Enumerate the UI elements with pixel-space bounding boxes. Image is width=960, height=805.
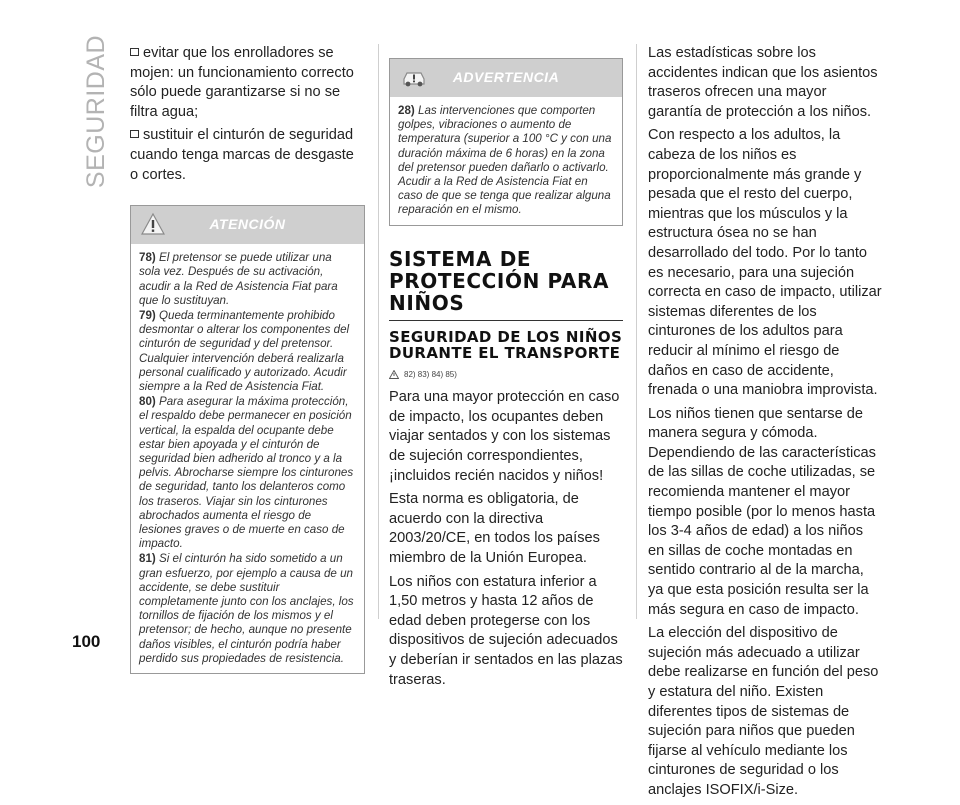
- warning-triangle-icon: [141, 212, 165, 236]
- note-item: 28) Las intervenciones que comporten golpes, vibraciones o aumento de temperatura (superior a 100 °C y con una duración máxima de 6 horas) en la zona del pretensor pueden dañarlo o activarlo. Acudir a la Red de Asistencia Fiat en caso de que se tenga que realizar alguna reparación en el mismo.: [398, 104, 612, 217]
- column-1: [130, 44, 365, 674]
- subsection-heading: SEGURIDAD DE LOS NIÑOS DURANTE EL TRANSPORTE: [389, 327, 623, 362]
- note-item: 78) El pretensor se puede utilizar una sola vez. Después de su activación, acudir a la Red de Asistencia Fiat para que lo sustituyan.: [139, 251, 338, 307]
- caution-title: ATENCIÓN: [209, 216, 286, 233]
- note-item: 80) Para asegurar la máxima protección, el respaldo debe permanecer en posición vertical, la espalda del ocupante debe estar bien apoyada y el cinturón de seguridad bien adherido al tronco y a la pelvis. Abrocharse siempre los cinturones de seguridad, tanto los delanteros como los traseros. Viajar sin los cinturones abrochados aumenta el riesgo de lesiones graves o de muerte en caso de impacto.: [139, 395, 354, 551]
- paragraph: Esta norma es obligatoria, de acuerdo con la directiva 2003/20/CE, en todos los países miembro de la Unión Europea.: [389, 491, 600, 566]
- paragraph: Para una mayor protección en caso de impacto, los ocupantes deben viajar sentados y con los sistemas de sujeción correspondientes, ¡incluidos recién nacidos y niños!: [389, 389, 620, 484]
- note-item: 81) Si el cinturón ha sido sometido a un gran esfuerzo, por ejemplo a causa de un accidente, se debe sustituir completamente junto con los anclajes, los tornillos de fijación de los mismos y el pretensor; de hecho, aunque no presente daños visibles, el cinturón podría haber perdido sus propiedades de resistencia.: [139, 552, 354, 665]
- column-2: [389, 44, 623, 694]
- note-item: 79) Queda terminantemente prohibido desmontar o alterar los componentes del cinturón de seguridad y del pretensor. Cualquier intervención deberá realizarla personal cualificado y autorizado. Acudir siempre a la Red de Asistencia Fiat.: [139, 308, 350, 393]
- column-divider: [636, 44, 637, 619]
- bullet-item: sustituir el cinturón de seguridad cuando tenga marcas de desgaste o cortes.: [130, 127, 354, 183]
- warning-box: [389, 58, 623, 226]
- bullet-square-icon: [130, 130, 139, 138]
- paragraph: Las estadísticas sobre los accidentes indican que los asientos traseros ofrecen una mayor garantía de protección a los niños.: [648, 45, 878, 120]
- paragraph: Los niños con estatura inferior a 1,50 metros y hasta 12 años de edad deben protegerse con los dispositivos de sujeción adecuados y deberían ir sentados en las plazas traseras.: [389, 573, 623, 688]
- caution-box: [130, 205, 365, 674]
- paragraph: Los niños tienen que sentarse de manera segura y cómoda. Dependiendo de las características de las sillas de coche utilizadas, se recomienda mantener el mayor tiempo posible (por lo menos hasta los 3-4 años de edad) a los niños en sillas de coche montadas en sentido contrario al de la marcha, ya que esta posición resulta ser la más segura en caso de impacto.: [648, 405, 876, 618]
- column-3: [648, 44, 883, 805]
- section-heading: SISTEMA DE PROTECCIÓN PARA NIÑOS: [389, 248, 623, 321]
- warning-box-header: [390, 59, 622, 97]
- caution-body: [131, 244, 364, 673]
- paragraph: La elección del dispositivo de sujeción más adecuado a utilizar debe realizarse en función del peso y estatura del niño. Existen diferentes tipos de sistemas de sujeción para niños que pueden fijarse al vehículo mediante los cinturones de seguridad o los anclajes ISOFIX/i-Size.: [648, 625, 879, 798]
- page-number: 100: [72, 632, 101, 651]
- section-side-label: [82, 36, 112, 186]
- bullet-square-icon: [130, 48, 139, 56]
- bullet-item: evitar que los enrolladores se mojen: un funcionamiento correcto sólo puede garantizarse si no se filtra agua;: [130, 45, 354, 120]
- warning-references: 82) 83) 84) 85): [389, 365, 623, 385]
- warning-title: ADVERTENCIA: [452, 69, 560, 86]
- warning-triangle-icon: [389, 370, 399, 379]
- section-side-label-text: SEGURIDAD: [82, 34, 111, 188]
- paragraph: Con respecto a los adultos, la cabeza de los niños es proporcionalmente más grande y pesada que el resto del cuerpo, mientras que los músculos y la estructura ósea no se han desarrollado del todo. Por lo tanto es necesario, para una sujeción correcta en caso de impacto, utilizar sistemas diferentes de los cinturones de los adultos para reducir al mínimo el riesgo de daños en caso de accidente, frenada o una maniobra improvista.: [648, 127, 882, 399]
- car-warning-icon: [400, 65, 428, 89]
- caution-box-header: [131, 206, 364, 244]
- column-divider: [378, 44, 379, 619]
- warning-body: [390, 97, 622, 225]
